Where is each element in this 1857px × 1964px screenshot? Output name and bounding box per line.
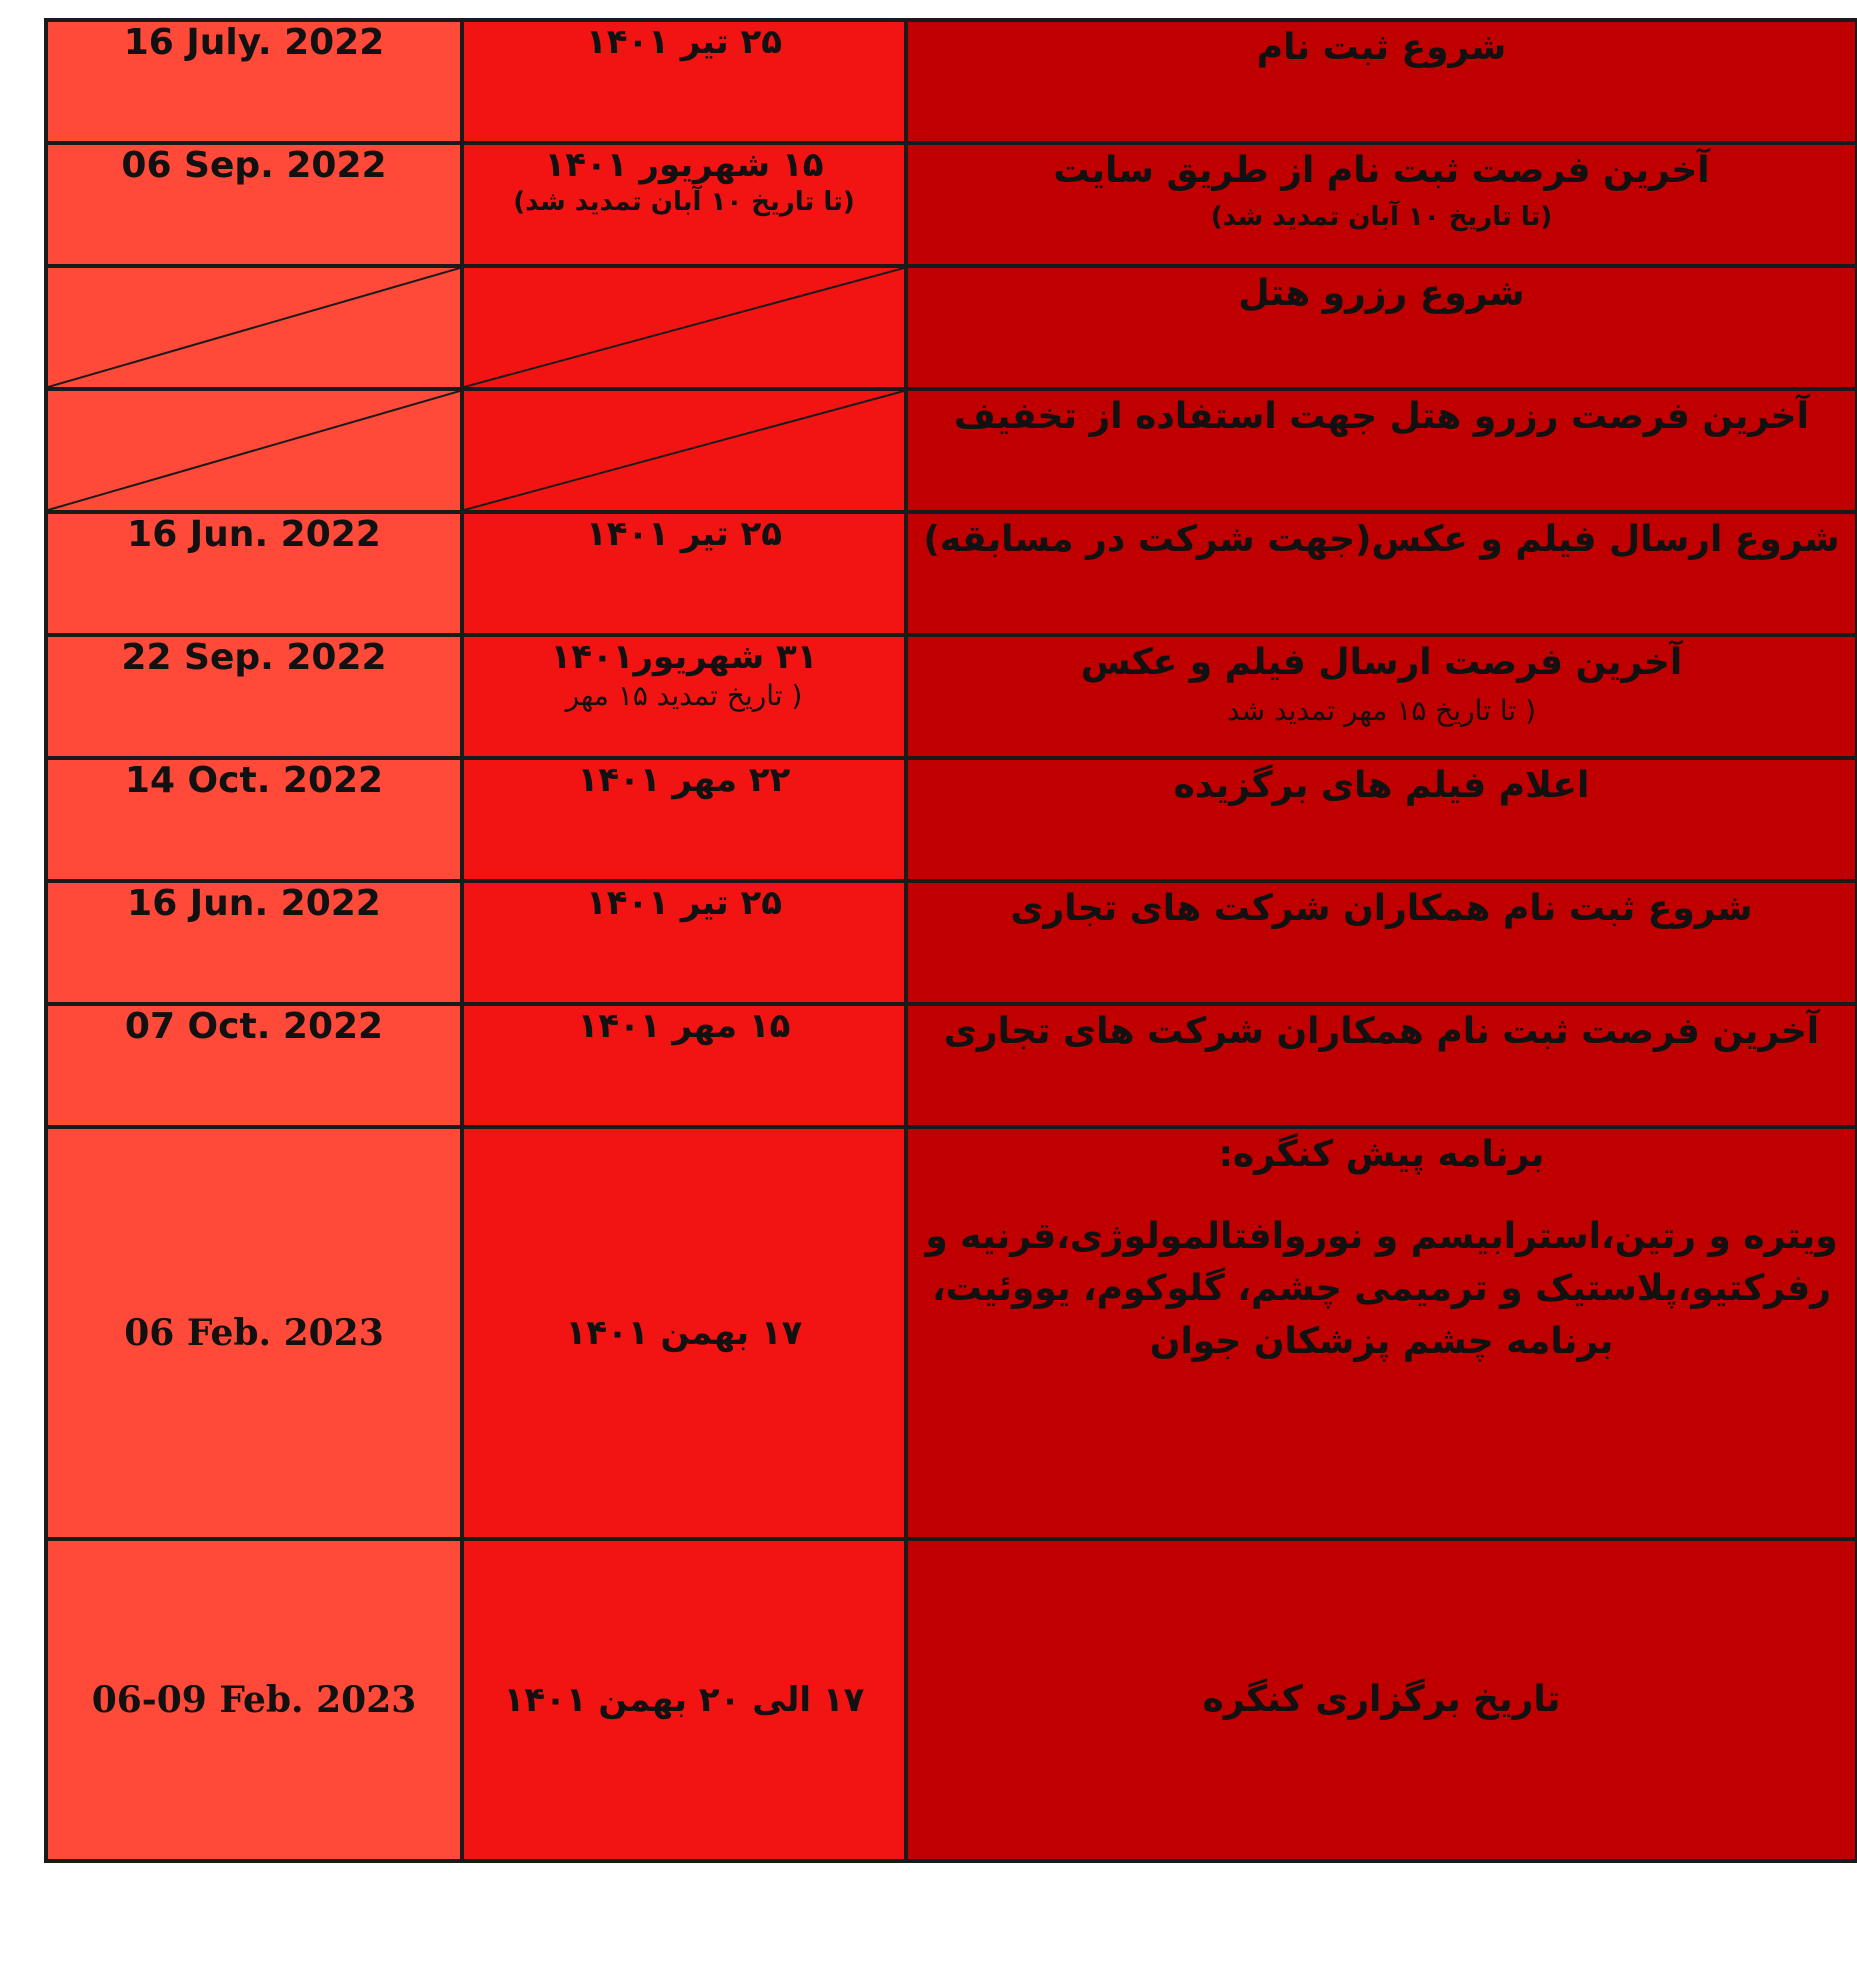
persian-date-cell xyxy=(462,1004,906,1127)
persian-date-cell xyxy=(462,512,906,635)
gregorian-date-cell xyxy=(46,512,462,635)
event-details: ویتره و رتین،استرابیسم و نوروافتالمولوژی،قرنیه و رفرکتیو،پلاستیک و ترمیمی چشم، گلوکوم، یووئیت، برنامه چشم پزشکان جوان xyxy=(925,1216,1838,1362)
gregorian-date-cell xyxy=(46,1539,462,1861)
event-title: شروع ثبت نام همکاران شرکت های تجاری xyxy=(1010,888,1753,929)
persian-date: ۱۵ شهریور ۱۴۰۱ xyxy=(544,145,824,185)
event-cell xyxy=(906,1127,1857,1539)
gregorian-date-cell xyxy=(46,20,462,143)
event-note: ( تا تاریخ ۱۵ مهر تمدید شد xyxy=(1226,694,1537,728)
persian-date-cell xyxy=(462,1127,906,1539)
event-title: شروع ارسال فیلم و عکس(جهت شرکت در مسابقه) xyxy=(923,519,1840,560)
persian-date: ۱۷ الی ۲۰ بهمن ۱۴۰۱ xyxy=(503,1680,865,1720)
event-cell xyxy=(906,1539,1857,1861)
diagonal-strike xyxy=(464,391,904,510)
gregorian-date-cell xyxy=(46,1127,462,1539)
event-cell xyxy=(906,389,1857,512)
diagonal-strike xyxy=(464,268,904,387)
table-row xyxy=(46,1539,1857,1861)
persian-date-cell xyxy=(462,881,906,1004)
table-row xyxy=(46,512,1857,635)
event-title: برنامه پیش کنگره: xyxy=(1218,1134,1545,1175)
persian-date-cell xyxy=(462,1539,906,1861)
persian-date: ۲۲ مهر ۱۴۰۱ xyxy=(577,760,791,800)
table-row xyxy=(46,266,1857,389)
persian-date: ۲۵ تیر ۱۴۰۱ xyxy=(585,514,782,554)
event-title: شروع ثبت نام xyxy=(1256,27,1507,68)
gregorian-date-cell xyxy=(46,1004,462,1127)
gregorian-date: 22 Sep. 2022 xyxy=(121,637,387,678)
event-cell xyxy=(906,881,1857,1004)
persian-date: ۱۷ بهمن ۱۴۰۱ xyxy=(565,1313,803,1353)
table-row xyxy=(46,635,1857,758)
gregorian-date: 07 Oct. 2022 xyxy=(124,1006,384,1047)
gregorian-date-cell xyxy=(46,881,462,1004)
table-row xyxy=(46,20,1857,143)
table-row xyxy=(46,389,1857,512)
table-row xyxy=(46,881,1857,1004)
persian-date-cell xyxy=(462,20,906,143)
event-title: آخرین فرصت ارسال فیلم و عکس xyxy=(1080,642,1683,683)
event-title: شروع رزرو هتل xyxy=(1238,273,1525,314)
table-row xyxy=(46,1004,1857,1127)
event-title: آخرین فرصت رزرو هتل جهت استفاده از تخفیف xyxy=(954,396,1809,437)
event-note: (تا تاریخ ۱۰ آبان تمدید شد) xyxy=(1210,202,1553,233)
persian-date: ۲۵ تیر ۱۴۰۱ xyxy=(585,883,782,923)
table-row xyxy=(46,143,1857,266)
gregorian-date: 16 July. 2022 xyxy=(123,22,385,63)
gregorian-date-cell xyxy=(46,758,462,881)
diagonal-strike xyxy=(48,268,460,387)
event-cell xyxy=(906,635,1857,758)
persian-date-note: (تا تاریخ ۱۰ آبان تمدید شد) xyxy=(513,187,855,217)
persian-date: ۲۵ تیر ۱۴۰۱ xyxy=(585,22,782,62)
empty-cell xyxy=(462,389,906,512)
persian-date-cell xyxy=(462,758,906,881)
event-title: تاریخ برگزاری کنگره xyxy=(1202,1678,1561,1720)
event-title: آخرین فرصت ثبت نام از طریق سایت xyxy=(1053,150,1710,191)
diagonal-strike xyxy=(48,391,460,510)
table-row xyxy=(46,758,1857,881)
schedule-table xyxy=(44,18,1857,1863)
empty-cell xyxy=(46,266,462,389)
persian-date: ۳۱ شهریور۱۴۰۱ xyxy=(550,637,818,677)
persian-date-cell xyxy=(462,635,906,758)
gregorian-date: 14 Oct. 2022 xyxy=(124,760,384,801)
event-title: آخرین فرصت ثبت نام همکاران شرکت های تجاری xyxy=(943,1011,1820,1052)
gregorian-date-cell xyxy=(46,635,462,758)
gregorian-date: 06 Feb. 2023 xyxy=(124,1312,384,1354)
persian-date-cell xyxy=(462,143,906,266)
event-cell xyxy=(906,20,1857,143)
event-cell xyxy=(906,1004,1857,1127)
empty-cell xyxy=(462,266,906,389)
gregorian-date: 06 Sep. 2022 xyxy=(121,145,387,186)
table-row xyxy=(46,1127,1857,1539)
gregorian-date: 16 Jun. 2022 xyxy=(127,883,381,924)
gregorian-date: 06-09 Feb. 2023 xyxy=(91,1679,417,1721)
empty-cell xyxy=(46,389,462,512)
event-cell xyxy=(906,143,1857,266)
gregorian-date: 16 Jun. 2022 xyxy=(127,514,381,555)
gregorian-date-cell xyxy=(46,143,462,266)
event-cell xyxy=(906,266,1857,389)
persian-date: ۱۵ مهر ۱۴۰۱ xyxy=(577,1006,791,1046)
event-title: اعلام فیلم های برگزیده xyxy=(1173,765,1590,806)
persian-date-note: ( تاریخ تمدید ۱۵ مهر xyxy=(565,679,803,712)
event-cell xyxy=(906,758,1857,881)
event-cell xyxy=(906,512,1857,635)
